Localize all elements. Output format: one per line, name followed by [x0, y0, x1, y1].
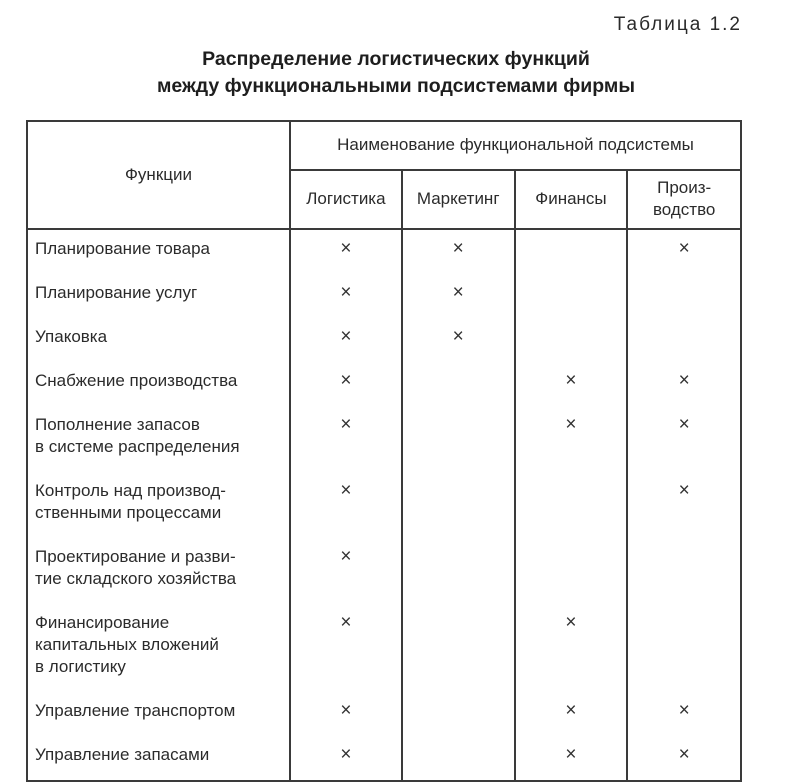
cross-mark: [516, 472, 627, 480]
table-row: [27, 274, 741, 318]
cross-mark: ×: [452, 238, 464, 259]
function-name: Финансирование капитальных вложений в логистику: [35, 613, 219, 676]
mark-cell-finance: [515, 318, 628, 362]
mark-cell-logistics: [290, 538, 402, 604]
table-title-line-2: между функциональными подсистемами фирмы: [156, 75, 636, 97]
function-name-cell: [27, 472, 290, 538]
mark-cell-marketing: [402, 362, 515, 406]
cross-mark: ×: [340, 546, 352, 567]
function-name: Управление запасами: [35, 745, 210, 764]
table-row: [27, 362, 741, 406]
cross-mark: ×: [565, 700, 577, 721]
cross-mark: ×: [340, 326, 352, 347]
cross-mark: ×: [678, 370, 690, 391]
cross-mark: [516, 274, 627, 282]
function-name: Управление транспортом: [35, 701, 236, 720]
cross-mark: ×: [452, 326, 464, 347]
cross-mark: ×: [565, 612, 577, 633]
table-row: [27, 318, 741, 362]
mark-cell-marketing: [402, 406, 515, 472]
mark-cell-finance: [515, 736, 628, 781]
table-row: [27, 692, 741, 736]
mark-cell-finance: [515, 472, 628, 538]
mark-cell-marketing: [402, 736, 515, 781]
table-title-line-1: Распределение логистических функций: [202, 48, 590, 70]
mark-cell-production: [627, 604, 741, 692]
function-name-cell: [27, 229, 290, 274]
function-name-cell: [27, 362, 290, 406]
mark-cell-production: [627, 692, 741, 736]
mark-cell-marketing: [402, 229, 515, 274]
cross-mark: ×: [565, 414, 577, 435]
mark-cell-marketing: [402, 538, 515, 604]
cross-mark: [403, 692, 514, 700]
mark-cell-logistics: [290, 736, 402, 781]
function-name-cell: [27, 604, 290, 692]
mark-cell-logistics: [290, 274, 402, 318]
cross-mark: ×: [340, 414, 352, 435]
mark-cell-logistics: [290, 472, 402, 538]
table-row: [27, 472, 741, 538]
cross-mark: ×: [678, 744, 690, 765]
table-header: [27, 121, 741, 229]
function-name-cell: [27, 538, 290, 604]
mark-cell-marketing: [402, 318, 515, 362]
cross-mark: [628, 538, 740, 546]
function-name-cell: [27, 318, 290, 362]
mark-cell-production: [627, 362, 741, 406]
cross-mark: [403, 472, 514, 480]
mark-cell-marketing: [402, 274, 515, 318]
cross-mark: ×: [340, 744, 352, 765]
cross-mark: ×: [340, 612, 352, 633]
table-number: Таблица 1.2: [613, 14, 742, 35]
cross-mark: [516, 318, 627, 326]
cross-mark: ×: [678, 414, 690, 435]
cross-mark: ×: [340, 700, 352, 721]
functions-table: [26, 120, 742, 782]
mark-cell-finance: [515, 362, 628, 406]
function-name: Планирование товара: [35, 239, 210, 258]
cross-mark: ×: [565, 370, 577, 391]
mark-cell-finance: [515, 604, 628, 692]
mark-cell-production: [627, 538, 741, 604]
function-name: Контроль над производ- ственными процессами: [35, 481, 226, 522]
cross-mark: ×: [565, 744, 577, 765]
cross-mark: [628, 604, 740, 612]
function-name-cell: [27, 274, 290, 318]
function-name-cell: [27, 406, 290, 472]
mark-cell-marketing: [402, 692, 515, 736]
table-row: [27, 538, 741, 604]
mark-cell-logistics: [290, 318, 402, 362]
table-row: [27, 604, 741, 692]
cross-mark: ×: [452, 282, 464, 303]
mark-cell-finance: [515, 229, 628, 274]
subsystem-group-header: Наименование функциональной подсистемы: [290, 121, 741, 170]
cross-mark: ×: [678, 238, 690, 259]
cross-mark: ×: [678, 480, 690, 501]
mark-cell-logistics: [290, 604, 402, 692]
mark-cell-production: [627, 472, 741, 538]
mark-cell-logistics: [290, 692, 402, 736]
mark-cell-finance: [515, 692, 628, 736]
table-row: [27, 406, 741, 472]
mark-cell-production: [627, 406, 741, 472]
cross-mark: ×: [340, 370, 352, 391]
column-header-finance: Финансы: [515, 170, 628, 229]
cross-mark: [516, 230, 627, 238]
cross-mark: [628, 318, 740, 326]
mark-cell-marketing: [402, 472, 515, 538]
function-name: Проектирование и разви- тие складского хозяйства: [35, 547, 237, 588]
mark-cell-logistics: [290, 229, 402, 274]
mark-cell-production: [627, 274, 741, 318]
column-header-production: Произ- водство: [627, 170, 741, 229]
function-name-cell: [27, 692, 290, 736]
cross-mark: [403, 538, 514, 546]
function-name: Пополнение запасов в системе распределения: [35, 415, 240, 456]
column-header-logistics: Логистика: [290, 170, 402, 229]
mark-cell-marketing: [402, 604, 515, 692]
cross-mark: [403, 736, 514, 744]
mark-cell-finance: [515, 406, 628, 472]
mark-cell-finance: [515, 274, 628, 318]
cross-mark: ×: [340, 480, 352, 501]
mark-cell-production: [627, 736, 741, 781]
cross-mark: [403, 604, 514, 612]
functions-column-header: Функции: [27, 121, 290, 229]
cross-mark: [628, 274, 740, 282]
function-name: Снабжение производства: [35, 371, 238, 390]
mark-cell-logistics: [290, 362, 402, 406]
cross-mark: ×: [678, 700, 690, 721]
cross-mark: ×: [340, 282, 352, 303]
mark-cell-finance: [515, 538, 628, 604]
mark-cell-production: [627, 318, 741, 362]
header-row-1: [27, 121, 741, 170]
cross-mark: [403, 362, 514, 370]
cross-mark: [516, 538, 627, 546]
function-name: Планирование услуг: [35, 283, 198, 302]
function-name-cell: [27, 736, 290, 781]
cross-mark: ×: [340, 238, 352, 259]
mark-cell-production: [627, 229, 741, 274]
column-header-marketing: Маркетинг: [402, 170, 515, 229]
table-row: [27, 229, 741, 274]
cross-mark: [403, 406, 514, 414]
table-body: [27, 229, 741, 781]
mark-cell-logistics: [290, 406, 402, 472]
table-row: [27, 736, 741, 781]
function-name: Упаковка: [35, 327, 108, 346]
